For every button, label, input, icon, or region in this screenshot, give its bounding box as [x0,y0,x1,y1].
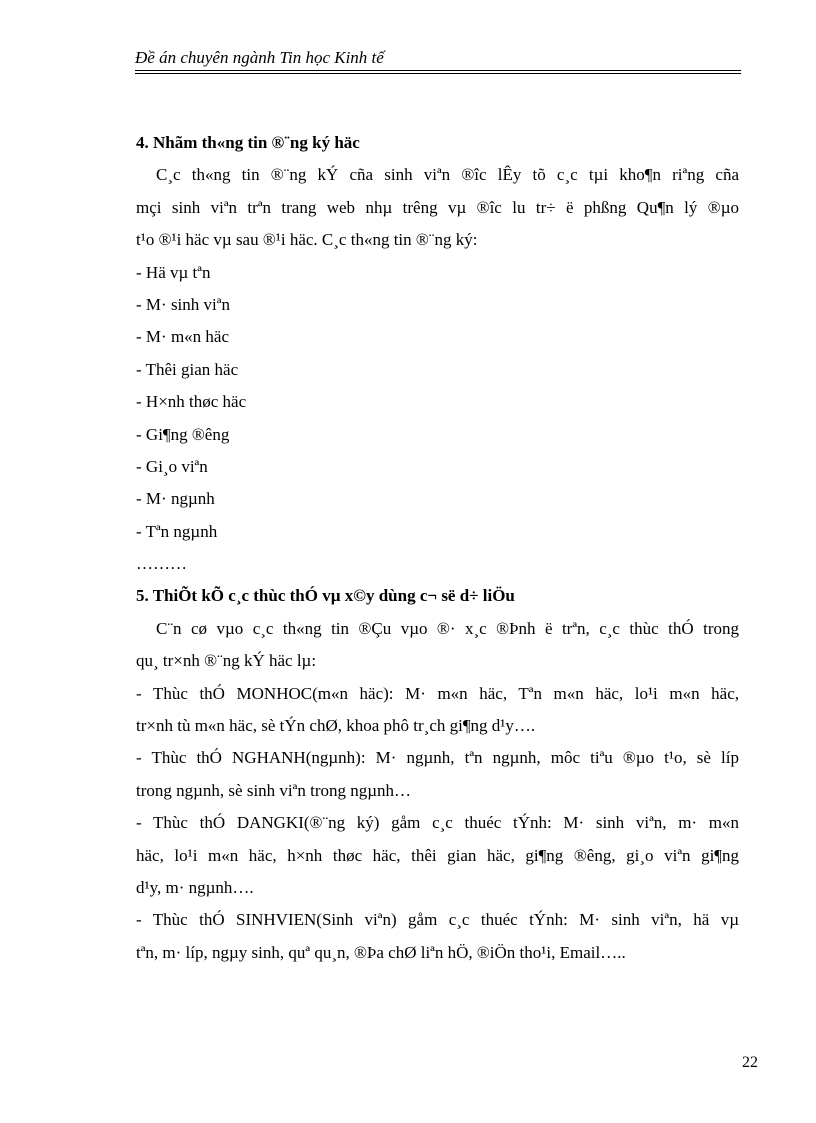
text-line: qu¸ tr×nh ®¨ng kÝ häc lµ: [136,651,317,671]
text-line: trong ngµnh, sè sinh viªn trong ngµnh… [136,780,412,800]
running-header: Đề án chuyên ngành Tin học Kinh tế [135,48,384,67]
text-line: - Hä vµ tªn [136,262,211,282]
section-heading: 5. ThiÕt kÕ c¸c thùc thÓ vµ x©y dùng c¬ së d÷ liÖu [136,586,515,606]
text-line: - Tªn ngµnh [136,521,218,541]
text-line: mçi sinh viªn trªn trang web nhµ trêng vµ ®îc lu tr÷ ë phßng Qu¶n lý ®µo [136,197,739,217]
text-line: - Gi¶ng ®êng [136,424,230,444]
text-line: - Thùc thÓ SINHVIEN(Sinh viªn) gåm c¸c thuéc tÝnh: M· sinh viªn, hä vµ [136,910,739,930]
section-heading: 4. Nhãm th«ng tin ®¨ng ký häc [136,133,360,152]
text-line: C¨n cø vµo c¸c th«ng tin ®Çu vµo ®· x¸c ®Þnh ë trªn, c¸c thùc thÓ trong [156,618,739,638]
text-line: - Thùc thÓ NGHANH(ngµnh): M· ngµnh, tªn ngµnh, môc tiªu ®µo t¹o, sè líp [136,748,739,768]
header-rule [135,70,741,71]
text-line: - M· ngµnh [136,489,215,509]
text-line: t¹o ®¹i häc vµ sau ®¹i häc. C¸c th«ng tin ®¨ng ký: [136,230,478,250]
text-line: häc, lo¹i m«n häc, h×nh thøc häc, thêi gian häc, gi¶ng ®êng, gi¸o viªn gi¶ng [136,845,739,865]
text-line: - Thêi gian häc [136,359,239,379]
text-line: tr×nh tù m«n häc, sè tÝn chØ, khoa phô tr¸ch gi¶ng d¹y…. [136,716,536,736]
text-line: d¹y, m· ngµnh…. [136,877,254,897]
text-line: C¸c th«ng tin ®¨ng kÝ cña sinh viªn ®îc lÊy tõ c¸c tµi kho¶n riªng cña [156,165,739,185]
text-line: - H×nh thøc häc [136,392,247,412]
text-line: - M· sinh viªn [136,294,230,314]
text-line: - Thùc thÓ MONHOC(m«n häc): M· m«n häc, Tªn m«n häc, lo¹i m«n häc, [136,683,739,703]
text-line: - M· m«n häc [136,327,230,347]
text-line: ……… [136,554,187,574]
header-rule-double [135,73,741,74]
text-line: - Thùc thÓ DANGKI(®¨ng ký) gåm c¸c thuéc tÝnh: M· sinh viªn, m· m«n [136,813,739,833]
document-body [136,127,739,969]
text-line: tªn, m· líp, ngµy sinh, quª qu¸n, ®Þa chØ liªn hÖ, ®iÖn tho¹i, Email….. [136,942,626,962]
page-number: 22 [742,1054,758,1071]
text-line: - Gi¸o viªn [136,456,208,476]
